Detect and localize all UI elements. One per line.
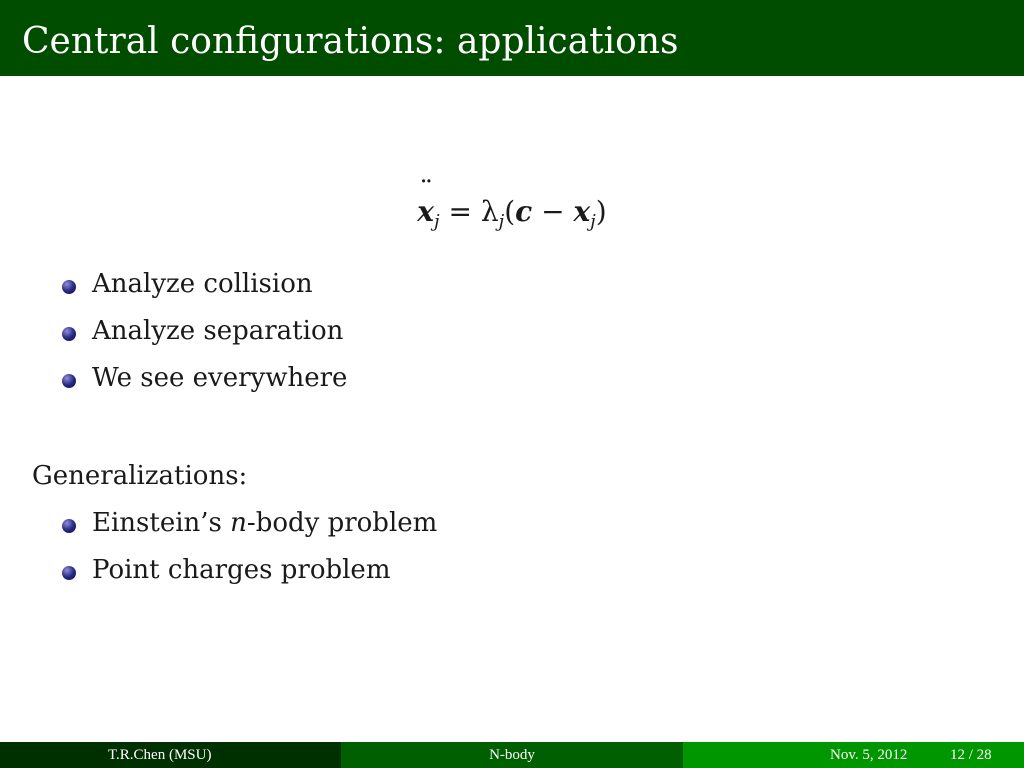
eq-sub-j2: j (498, 211, 505, 232)
text-prefix: Einstein’s (92, 508, 231, 538)
list-item-text: Point charges problem (92, 555, 391, 585)
eq-sub-j1: j (434, 211, 440, 232)
eq-x: x (573, 195, 591, 228)
eq-xddot: x ¨ (417, 192, 434, 232)
list-item-text (92, 507, 437, 539)
text-suffix: -body problem (246, 508, 438, 538)
footer (0, 742, 1024, 768)
footer-author: T.R.Chen (MSU) (108, 747, 212, 763)
bullet-icon (62, 327, 76, 341)
eq-lambda: λ (480, 195, 499, 228)
list-item-text: We see everywhere (92, 363, 348, 393)
bullet-icon (62, 566, 76, 580)
title-bar (0, 0, 1024, 76)
eq-open-paren: ( (504, 195, 516, 228)
footer-date-section (683, 742, 1024, 768)
eq-minus: − (532, 195, 574, 228)
bullet-icon (62, 519, 76, 533)
footer-author-section (0, 742, 341, 768)
text-italic-n: n (230, 508, 247, 538)
eq-equals: = (439, 195, 481, 228)
equation (0, 192, 1024, 242)
bullet-icon (62, 280, 76, 294)
footer-date: Nov. 5, 2012 (830, 747, 908, 763)
list-item-text: Analyze separation (92, 316, 344, 346)
footer-title: N-body (489, 747, 535, 763)
footer-page-number: 12 / 28 (950, 747, 992, 763)
list-item-text: Analyze collision (92, 269, 313, 299)
bullet-icon (62, 374, 76, 388)
eq-sub-j3: j (590, 211, 596, 232)
footer-title-section (341, 742, 683, 768)
generalizations-label: Generalizations: (32, 461, 248, 491)
slide-title: Central configurations: applications (22, 21, 679, 62)
eq-c: c (515, 195, 533, 228)
eq-close-paren: ) (595, 195, 607, 228)
